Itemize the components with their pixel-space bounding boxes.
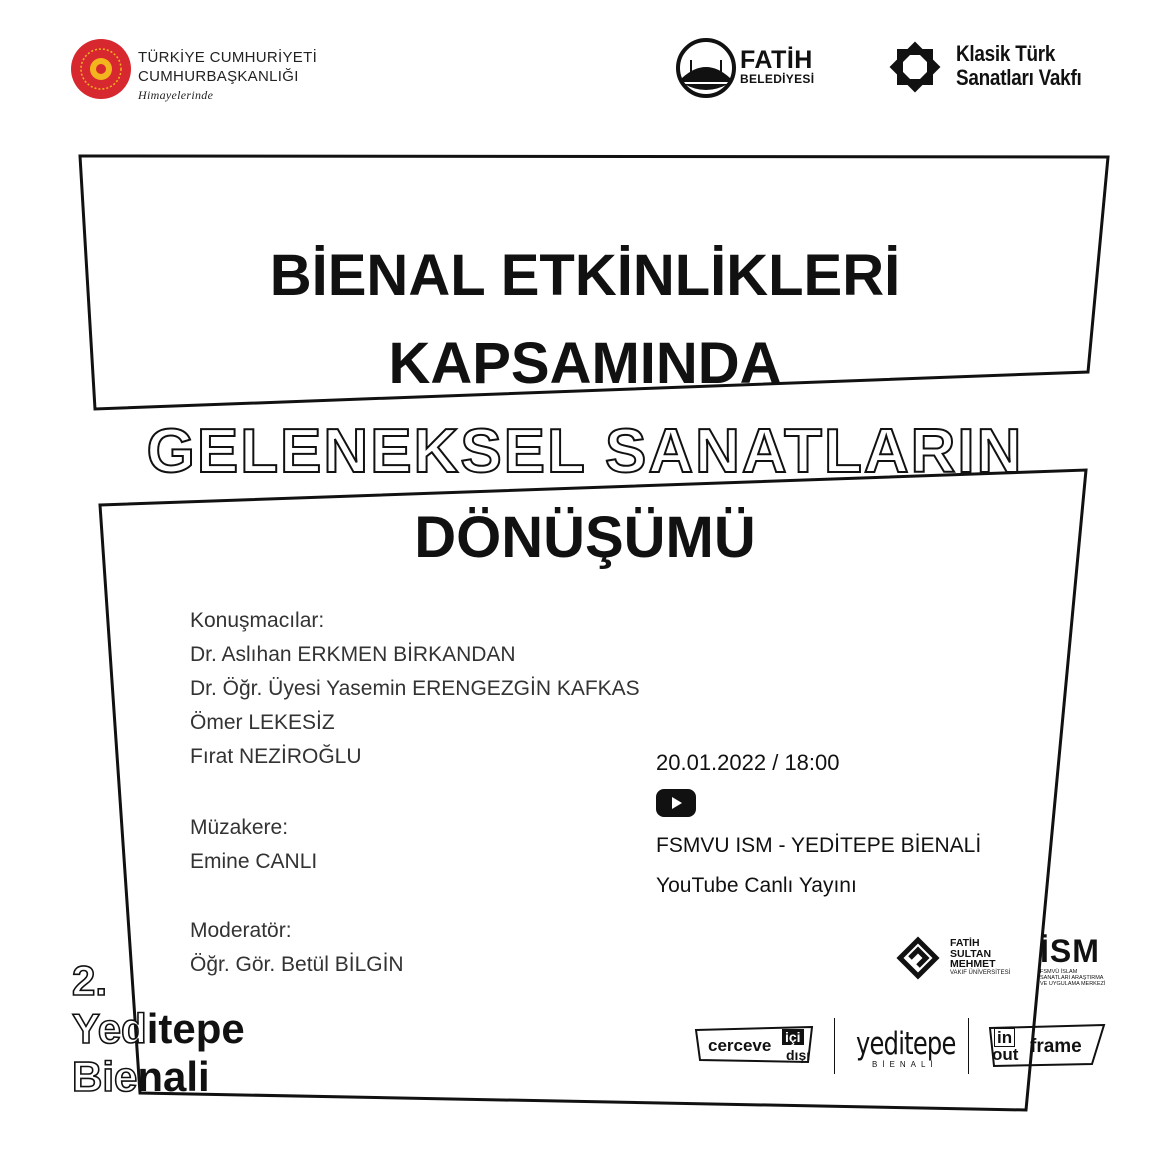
biennale-word2 [72,1054,210,1100]
event-channel [656,826,981,906]
channel-line2: YouTube Canlı Yayını [656,874,857,897]
presidency-line2: CUMHURBAŞKANLIĞI [138,68,299,85]
youtube-play-icon[interactable] [656,789,696,817]
fsmvu-logo-icon [896,936,944,980]
muzakere-name: Emine CANLI [190,850,318,873]
ktsv-line2: Sanatları Vakfı [956,65,1082,90]
speaker-name: Dr. Aslıhan ERKMEN BİRKANDAN [190,643,516,666]
moderator-block [190,914,404,982]
fsmvu-line1: FATİH [950,937,980,949]
presidency-sub: Himayelerinde [138,88,214,102]
ism-text: FSMVÜ İSLAM SANATLARI ARAŞTIRMA VE UYGULAMA MERKEZİ [1040,969,1106,987]
ktsv-logo-icon [884,36,946,98]
fsmvu-line2: SULTAN [950,947,992,960]
presidency-text [138,48,317,105]
biennale-word1-outline: Yed [72,1005,147,1052]
presidency-line1: TÜRKİYE CUMHURİYETİ [138,49,318,66]
title-line1: BİENAL ETKİNLİKLERİ [269,243,901,308]
yeditepe-logo: yeditepe [856,1026,956,1062]
fsmvu-line4: VAKIF ÜNİVERSİTESİ [950,969,1011,976]
biennale-word1-solid: itepe [146,1005,245,1052]
ktsv-text [956,42,1081,90]
fatih-municipality-logo-icon [676,38,736,98]
title-line3-outline: GELENEKSEL SANATLARIN [146,417,1024,486]
title-line2: KAPSAMINDA [388,331,782,396]
channel-line1: FSMVU ISM - YEDİTEPE BİENALİ [656,834,982,857]
fatih-municipality-text [740,48,814,86]
moderator-name: Öğr. Gör. Betül BİLGİN [190,953,404,976]
speakers-heading: Konuşmacılar: [190,609,325,632]
event-datetime: 20.01.2022 / 18:00 [656,750,840,775]
presidency-seal-icon [70,38,132,100]
divider [834,1018,835,1074]
cerceve-label: cerceve [708,1036,772,1055]
speakers-block [190,604,640,774]
disi-label: dışı [786,1047,811,1063]
ktsv-line1: Klasik Türk [956,41,1056,66]
biennale-word2-outline: Bie [72,1053,138,1100]
muzakere-heading: Müzakere: [190,816,289,839]
moderator-heading: Moderatör: [190,919,292,942]
speaker-name: Fırat NEZİROĞLU [190,745,362,768]
yeditepe-sub: BİENALİ [872,1060,938,1069]
biennale-number-text: 2. [72,957,108,1004]
biennale-number [72,958,107,1004]
frame-label: frame [1030,1036,1082,1057]
fsmvu-line3: MEHMET [950,958,996,970]
out-label: out [992,1045,1019,1064]
speaker-name: Dr. Öğr. Üyesi Yasemin ERENGEZGİN KAFKAS [190,677,640,700]
title-line4: DÖNÜŞÜMÜ [414,505,756,570]
speaker-name: Ömer LEKESİZ [190,711,335,734]
fsmvu-text [950,938,1010,977]
biennale-word2-solid: nali [137,1053,210,1100]
ici-label: içi [782,1029,804,1045]
biennale-word1 [72,1006,245,1052]
fatih-big: FATİH [740,46,813,74]
fatih-small: BELEDİYESİ [740,72,815,86]
in-label: in [994,1028,1015,1047]
divider [968,1018,969,1074]
ism-logo: İSM [1040,933,1100,969]
muzakere-block [190,811,317,879]
